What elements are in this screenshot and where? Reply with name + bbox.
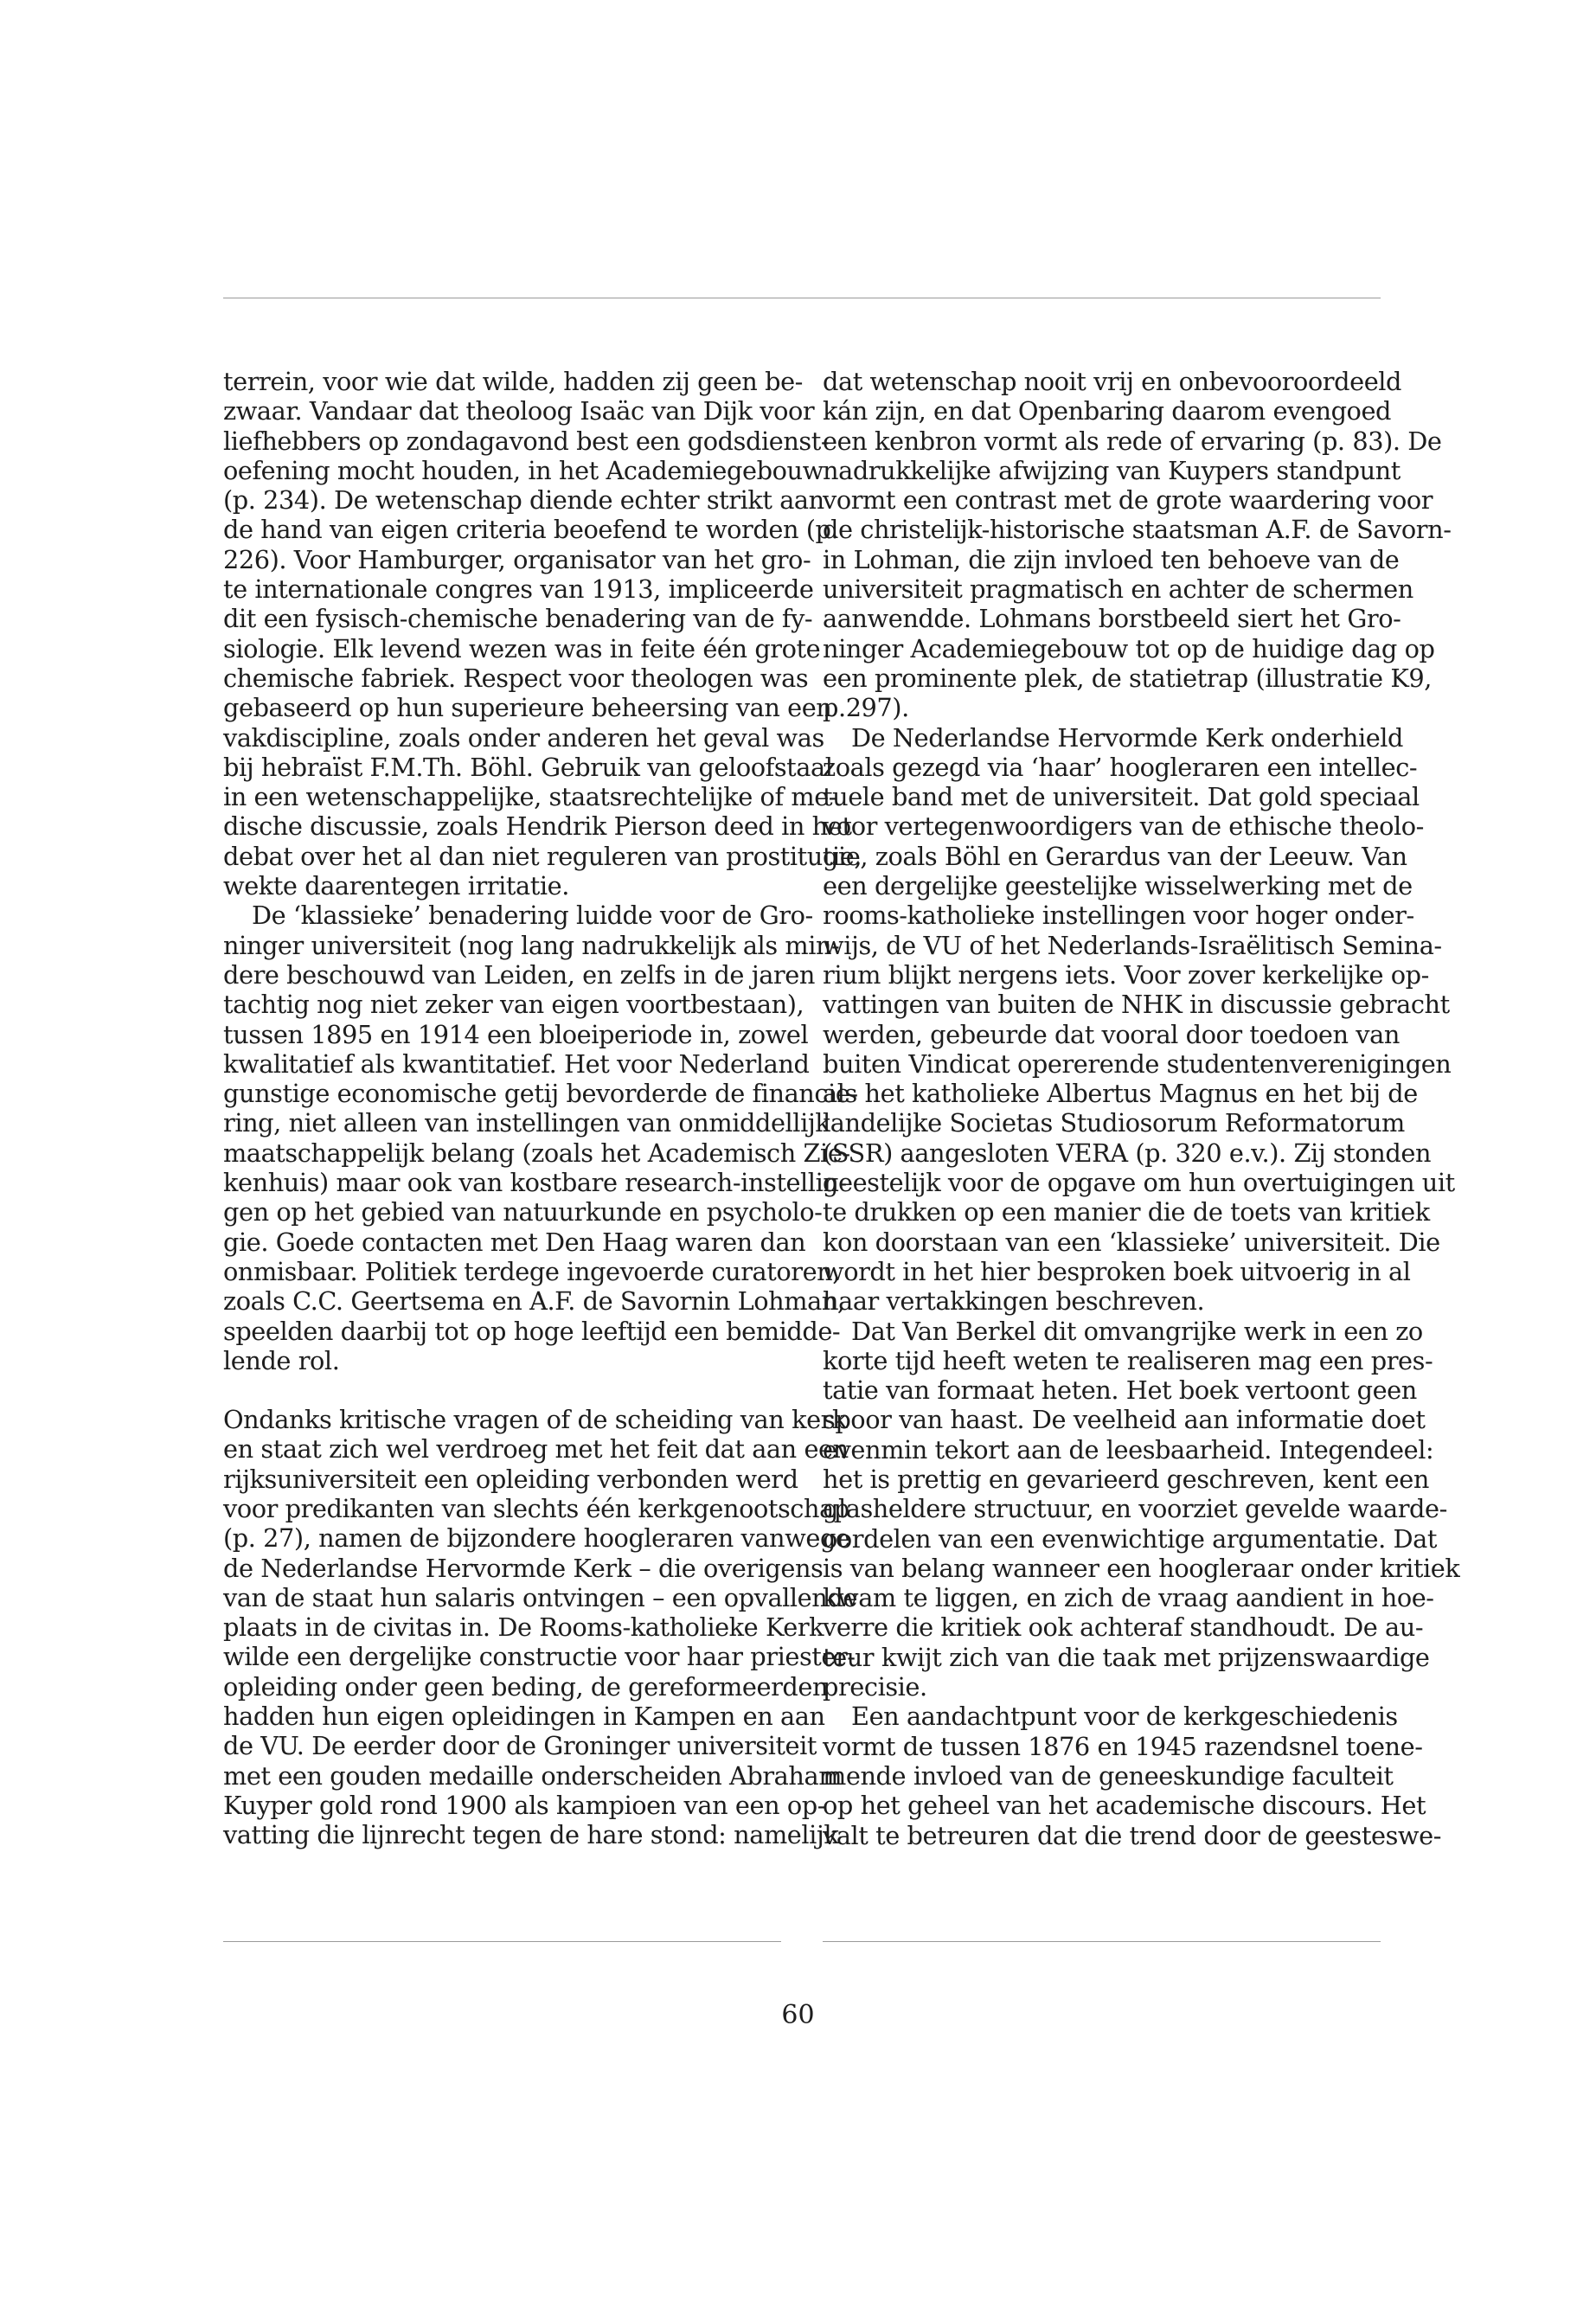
text-line: de christelijk-historische staatsman A.F. de Savorn- xyxy=(823,515,1452,545)
text-line: aanwendde. Lohmans borstbeeld siert het Gro- xyxy=(823,604,1401,634)
footer-rule-left xyxy=(223,1941,781,1942)
text-line: mende invloed van de geneeskundige faculteit xyxy=(823,1760,1394,1791)
text-line: plaats in de civitas in. De Rooms-katholieke Kerk xyxy=(223,1612,824,1643)
text-line: gebaseerd op hun superieure beheersing van een xyxy=(223,693,832,723)
text-line: de VU. De eerder door de Groninger universiteit xyxy=(223,1731,817,1761)
text-line: rooms-katholieke instellingen voor hoger onder- xyxy=(823,901,1414,931)
text-line: kenhuis) maar ook van kostbare research-instellin- xyxy=(223,1168,847,1198)
text-line: korte tijd heeft weten te realiseren mag een pres- xyxy=(823,1345,1433,1375)
text-line: een dergelijke geestelijke wisselwerking met de xyxy=(823,871,1413,901)
text-line: dit een fysisch-chemische benadering van de fy- xyxy=(223,604,813,634)
text-line: speelden daarbij tot op hoge leeftijd een bemidde- xyxy=(223,1316,841,1346)
text-line: lende rol. xyxy=(223,1345,340,1375)
text-line: oordelen van een evenwichtige argumentatie. Dat xyxy=(823,1523,1437,1554)
text-line: een kenbron vormt als rede of ervaring (p. 83). De xyxy=(823,426,1442,456)
text-line: het is prettig en gevarieerd geschreven, kent een xyxy=(823,1464,1429,1494)
text-line: teur kwijt zich van die taak met prijzenswaardige xyxy=(823,1642,1430,1672)
text-line: 226). Voor Hamburger, organisator van het gro- xyxy=(223,544,811,574)
text-line: tatie van formaat heten. Het boek vertoont geen xyxy=(823,1375,1417,1406)
text-line: chemische fabriek. Respect voor theologen was xyxy=(223,663,809,693)
text-line: haar vertakkingen beschreven. xyxy=(823,1286,1205,1317)
paragraph xyxy=(823,367,1452,723)
text-line: kwalitatief als kwantitatief. Het voor Nederland xyxy=(223,1048,810,1079)
text-line: hadden hun eigen opleidingen in Kampen en aan xyxy=(223,1702,825,1732)
text-line: gie. Goede contacten met Den Haag waren dan xyxy=(223,1227,806,1257)
text-line: van de staat hun salaris ontvingen – een opvallende xyxy=(223,1582,857,1612)
text-line: (p. 27), namen de bijzondere hoogleraren vanwege xyxy=(223,1523,850,1554)
text-line: dat wetenschap nooit vrij en onbevooroordeeld xyxy=(823,367,1402,396)
text-line: rium blijkt nergens iets. Voor zover kerkelijke op- xyxy=(823,959,1429,990)
text-line: vattingen van buiten de NHK in discussie gebracht xyxy=(823,990,1450,1020)
text-line: onmisbaar. Politiek terdege ingevoerde curatoren, xyxy=(223,1256,840,1286)
text-line: rijksuniversiteit een opleiding verbonden werd xyxy=(223,1464,798,1494)
text-line: wilde een dergelijke constructie voor haar priester- xyxy=(223,1642,856,1672)
text-line: voor predikanten van slechts één kerkgenootschap xyxy=(223,1493,849,1523)
text-line: vatting die lijnrecht tegen de hare stond: namelijk xyxy=(223,1820,839,1850)
text-line: glasheldere structuur, en voorziet gevelde waarde- xyxy=(823,1494,1447,1524)
text-line: zwaar. Vandaar dat theoloog Isaäc van Dijk voor xyxy=(223,396,815,426)
text-line: ninger universiteit (nog lang nadrukkelijk als min- xyxy=(223,930,840,960)
right-column xyxy=(823,367,1460,1850)
text-line: werden, gebeurde dat vooral door toedoen van xyxy=(823,1019,1400,1049)
text-line: bij hebraïst F.M.Th. Böhl. Gebruik van geloofstaal xyxy=(223,752,833,782)
text-line: landelijke Societas Studiosorum Reformatorum xyxy=(823,1108,1405,1138)
text-line: op het geheel van het academische discours. Het xyxy=(823,1791,1426,1821)
text-line: (SSR) aangesloten VERA (p. 320 e.v.). Zij stonden xyxy=(823,1138,1432,1168)
text-line: te internationale congres van 1913, impliceerde xyxy=(223,574,814,605)
text-line: dische discussie, zoals Hendrik Pierson deed in het xyxy=(223,811,852,842)
paragraph xyxy=(823,722,1455,1317)
text-line: gen op het gebied van natuurkunde en psycholo- xyxy=(223,1197,823,1227)
text-line: tussen 1895 en 1914 een bloeiperiode in, zowel xyxy=(223,1019,809,1049)
section-break xyxy=(223,1375,781,1405)
text-line: Ondanks kritische vragen of de scheiding van kerk xyxy=(223,1405,847,1435)
text-line: ring, niet alleen van instellingen van onmiddellijk xyxy=(223,1108,830,1138)
text-line: spoor van haast. De veelheid aan informatie doet xyxy=(823,1405,1426,1435)
text-line: geestelijk voor de opgave om hun overtuigingen uit xyxy=(823,1168,1455,1198)
text-line: is van belang wanneer een hoogleraar onder kritiek xyxy=(823,1553,1460,1583)
text-line: debat over het al dan niet reguleren van prostitutie, xyxy=(223,841,862,871)
text-line: liefhebbers op zondagavond best een godsdienst- xyxy=(223,426,830,456)
paragraph xyxy=(823,1702,1441,1850)
text-line: gunstige economische getij bevorderde de financie- xyxy=(223,1079,858,1109)
text-line: verre die kritiek ook achteraf standhoudt. De au- xyxy=(823,1612,1424,1643)
paragraph xyxy=(223,367,862,901)
text-line: als het katholieke Albertus Magnus en het bij de xyxy=(823,1079,1418,1109)
text-line: kon doorstaan van een ‘klassieke’ universiteit. Die xyxy=(823,1227,1440,1257)
text-line: voor vertegenwoordigers van de ethische theolo- xyxy=(823,811,1424,842)
text-line: te drukken op een manier die de toets van kritiek xyxy=(823,1197,1430,1227)
text-line: ninger Academiegebouw tot op de huidige dag op xyxy=(823,633,1435,663)
text-line: vormt de tussen 1876 en 1945 razendsnel toene- xyxy=(823,1731,1423,1761)
paragraph xyxy=(223,901,858,1375)
text-line: De Nederlandse Hervormde Kerk onderhield xyxy=(851,722,1404,753)
text-line: zoals gezegd via ‘haar’ hoogleraren een intellec- xyxy=(823,752,1418,782)
text-line: Kuyper gold rond 1900 als kampioen van een op- xyxy=(223,1790,826,1820)
text-line: kán zijn, en dat Openbaring daarom evengoed xyxy=(823,396,1392,426)
text-line: tachtig nog niet zeker van eigen voortbestaan), xyxy=(223,990,804,1020)
left-column xyxy=(223,367,862,1850)
text-line: nadrukkelijke afwijzing van Kuypers standpunt xyxy=(823,455,1401,485)
footer-rule-right xyxy=(823,1941,1381,1942)
text-line: buiten Vindicat opererende studentenverenigingen xyxy=(823,1048,1452,1079)
text-line: oefening mocht houden, in het Academiegebouw xyxy=(223,455,824,485)
text-line: wijs, de VU of het Nederlands-Israëlitisch Semina- xyxy=(823,930,1442,960)
text-line: in Lohman, die zijn invloed ten behoeve van de xyxy=(823,544,1400,574)
text-line: vormt een contrast met de grote waardering voor xyxy=(823,485,1433,516)
text-line: maatschappelijk belang (zoals het Academisch Zie- xyxy=(223,1138,850,1168)
text-line: De ‘klassieke’ benadering luidde voor de Gro- xyxy=(252,901,813,931)
page-number: 60 xyxy=(781,2000,815,2030)
text-line: tuele band met de universiteit. Dat gold speciaal xyxy=(823,782,1420,812)
text-line: precisie. xyxy=(823,1672,927,1702)
text-line: de hand van eigen criteria beoefend te worden (p. xyxy=(223,515,839,545)
text-line: gie, zoals Böhl en Gerardus van der Leeuw. Van xyxy=(823,841,1407,871)
text-line: valt te betreuren dat die trend door de geesteswe- xyxy=(823,1820,1441,1850)
text-line: dere beschouwd van Leiden, en zelfs in de jaren xyxy=(223,959,815,990)
text-line: zoals C.C. Geertsema en A.F. de Savornin Lohman, xyxy=(223,1286,845,1317)
text-line: vakdiscipline, zoals onder anderen het geval was xyxy=(223,722,824,753)
text-line: siologie. Elk levend wezen was in feite één grote xyxy=(223,633,821,663)
text-line: opleiding onder geen beding, de gereformeerden xyxy=(223,1671,829,1702)
text-line: universiteit pragmatisch en achter de schermen xyxy=(823,574,1413,605)
text-line: wekte daarentegen irritatie. xyxy=(223,871,569,901)
text-line: wordt in het hier besproken boek uitvoerig in al xyxy=(823,1256,1411,1286)
text-line: Dat Van Berkel dit omvangrijke werk in een zo xyxy=(851,1316,1423,1346)
text-line: kwam te liggen, en zich de vraag aandient in hoe- xyxy=(823,1583,1434,1613)
text-line: p.297). xyxy=(823,693,909,723)
text-line: evenmin tekort aan de leesbaarheid. Integendeel: xyxy=(823,1434,1434,1465)
text-line: (p. 234). De wetenschap diende echter strikt aan xyxy=(223,485,824,516)
paragraph xyxy=(823,1316,1460,1702)
text-line: met een gouden medaille onderscheiden Abraham xyxy=(223,1760,843,1791)
paragraph xyxy=(223,1405,857,1850)
text-line: Een aandachtpunt voor de kerkgeschiedenis xyxy=(851,1702,1398,1732)
text-line: de Nederlandse Hervormde Kerk – die overigens xyxy=(223,1553,824,1583)
text-line: en staat zich wel verdroeg met het feit dat aan een xyxy=(223,1434,849,1465)
text-line: terrein, voor wie dat wilde, hadden zij geen be- xyxy=(223,367,803,396)
text-line: een prominente plek, de statietrap (illustratie K9, xyxy=(823,663,1432,693)
text-line: in een wetenschappelijke, staatsrechtelijke of me- xyxy=(223,782,837,812)
